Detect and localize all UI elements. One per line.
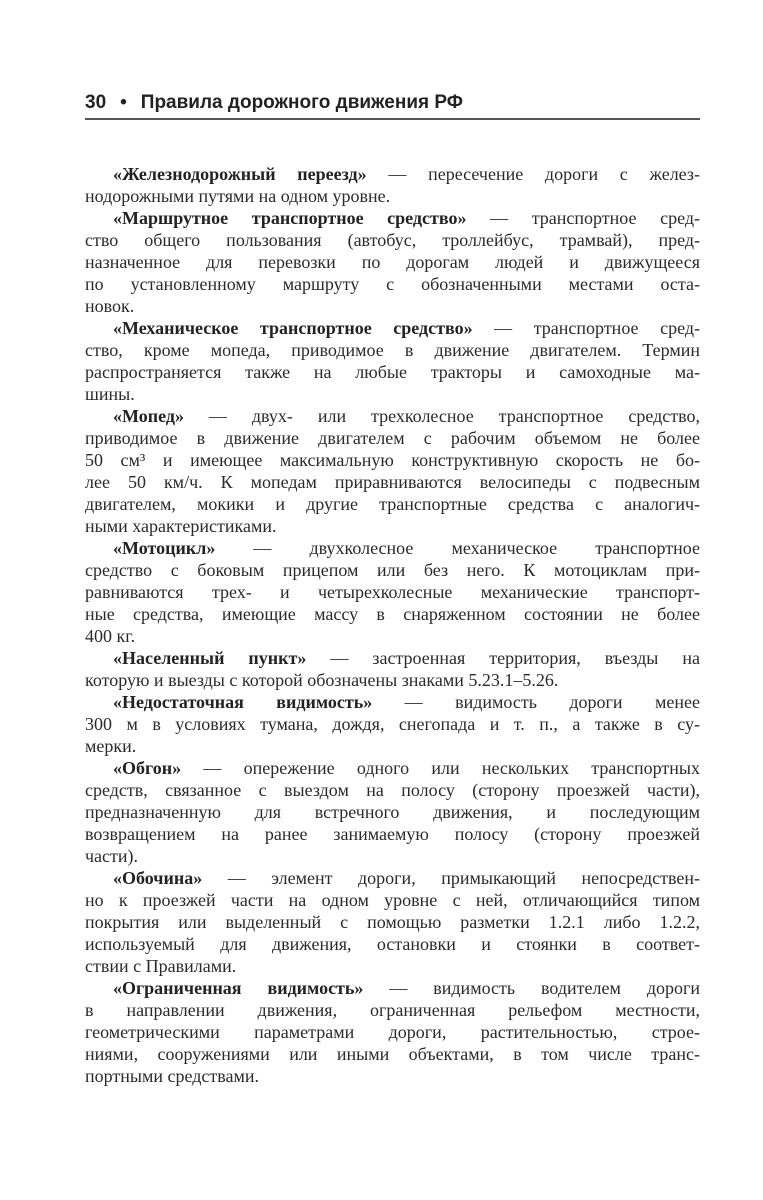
line-text: которую и выезды с которой обозначены знаками 5.23.1–5.26. <box>85 670 559 690</box>
line-text: лее 50 км/ч. К мопедам приравниваются велосипеды с подвесным <box>85 472 700 492</box>
text-line <box>85 603 700 625</box>
definition-paragraph <box>85 537 700 647</box>
line-text: возвращением на ранее занимаемую полосу (сторону проезжей <box>85 824 700 844</box>
text-line <box>85 867 700 889</box>
line-text: ниями, сооружениями или иными объектами, в том числе транс- <box>85 1044 700 1064</box>
line-text: — двух- или трехколесное транспортное средство, <box>183 406 700 426</box>
text-line <box>85 273 700 295</box>
line-text: покрытия или выделенный с помощью разметки 1.2.1 либо 1.2.2, <box>85 912 700 932</box>
line-text: двигателем, мокики и другие транспортные средства с аналогич- <box>85 494 700 514</box>
definition-paragraph <box>85 867 700 977</box>
text-line <box>85 449 700 471</box>
text-line <box>85 999 700 1021</box>
line-text: геометрическими параметрами дороги, растительностью, строе- <box>85 1022 700 1042</box>
defined-term: «Мотоцикл» <box>113 538 216 558</box>
line-text: — видимость дороги менее <box>372 692 700 712</box>
line-text: части). <box>85 846 139 866</box>
line-text: равниваются трех- и четырехколесные механические транспорт- <box>85 582 700 602</box>
definition-paragraph <box>85 405 700 537</box>
text-line <box>85 1043 700 1065</box>
defined-term: «Мопед» <box>113 406 184 426</box>
definition-paragraph <box>85 317 700 405</box>
text-line <box>85 339 700 361</box>
defined-term: «Маршрутное транспортное средство» <box>113 208 467 228</box>
definition-paragraph <box>85 647 700 691</box>
text-line <box>85 515 700 537</box>
line-text: средство с боковым прицепом или без него. К мотоциклам при- <box>85 560 700 580</box>
line-text: ство общего пользования (автобус, троллейбус, трамвай), пред- <box>85 230 700 250</box>
line-text: используемый для движения, остановки и стоянки в соответ- <box>85 934 700 954</box>
text-line <box>85 801 700 823</box>
line-text: предназначенную для встречного движения, и последующим <box>85 802 700 822</box>
line-text: средств, связанное с выездом на полосу (сторону проезжей части), <box>85 780 700 800</box>
text-line <box>85 845 700 867</box>
text-line <box>85 295 700 317</box>
line-text: ство, кроме мопеда, приводимое в движение двигателем. Термин <box>85 340 700 360</box>
line-text: приводимое в движение двигателем с рабочим объемом не более <box>85 428 700 448</box>
text-line <box>85 889 700 911</box>
line-text: 50 см³ и имеющее максимальную конструктивную скорость не бо- <box>85 450 700 470</box>
text-line <box>85 383 700 405</box>
text-line <box>85 163 700 185</box>
text-line <box>85 207 700 229</box>
running-header <box>85 92 700 120</box>
text-line <box>85 559 700 581</box>
line-text: шины. <box>85 384 135 404</box>
line-text: — элемент дороги, примыкающий непосредствен- <box>202 868 700 888</box>
line-text: — транспортное сред- <box>466 208 700 228</box>
line-text: ствии с Правилами. <box>85 956 237 976</box>
line-text: — двухколесное механическое транспортное <box>215 538 700 558</box>
definition-paragraph <box>85 757 700 867</box>
definition-paragraph <box>85 163 700 207</box>
line-text: — транспортное сред- <box>472 318 700 338</box>
text-line <box>85 317 700 339</box>
defined-term: «Недостаточная видимость» <box>113 692 373 712</box>
page-number: 30 <box>85 92 107 113</box>
text-line <box>85 1065 700 1087</box>
text-line <box>85 625 700 647</box>
text-line <box>85 955 700 977</box>
text-line <box>85 581 700 603</box>
line-text: портными средствами. <box>85 1066 260 1086</box>
defined-term: «Механическое транспортное средство» <box>113 318 473 338</box>
line-text: в направлении движения, ограниченная рельефом местности, <box>85 1000 700 1020</box>
line-text: но к проезжей части на одном уровне с ней, отличающийся типом <box>85 890 700 910</box>
line-text: — опережение одного или нескольких транспортных <box>181 758 700 778</box>
definition-paragraph <box>85 691 700 757</box>
line-text: — пересечение дороги с желез- <box>366 164 700 184</box>
line-text: ные средства, имеющие массу в снаряженном состоянии не более <box>85 604 700 624</box>
text-line <box>85 185 700 207</box>
text-line <box>85 361 700 383</box>
text-line <box>85 405 700 427</box>
line-text: по установленному маршруту с обозначенными местами оста- <box>85 274 700 294</box>
text-line <box>85 757 700 779</box>
line-text: — видимость водителем дороги <box>363 978 700 998</box>
text-line <box>85 229 700 251</box>
definition-paragraph <box>85 207 700 317</box>
text-line <box>85 669 700 691</box>
text-line <box>85 823 700 845</box>
defined-term: «Обочина» <box>113 868 203 888</box>
text-line <box>85 647 700 669</box>
text-line <box>85 493 700 515</box>
defined-term: «Населенный пункт» <box>113 648 307 668</box>
text-line <box>85 911 700 933</box>
defined-term: «Обгон» <box>113 758 182 778</box>
line-text: нодорожными путями на одном уровне. <box>85 186 391 206</box>
line-text: распространяется также на любые тракторы и самоходные ма- <box>85 362 700 382</box>
defined-term: «Ограниченная видимость» <box>113 978 364 998</box>
text-line <box>85 977 700 999</box>
line-text: мерки. <box>85 736 137 756</box>
text-line <box>85 779 700 801</box>
defined-term: «Железнодорожный переезд» <box>113 164 367 184</box>
line-text: новок. <box>85 296 135 316</box>
page-body <box>85 163 700 1087</box>
line-text: 300 м в условиях тумана, дождя, снегопада и т. п., а также в су- <box>85 714 700 734</box>
text-line <box>85 537 700 559</box>
text-line <box>85 427 700 449</box>
text-line <box>85 691 700 713</box>
text-line <box>85 735 700 757</box>
definition-paragraph <box>85 977 700 1087</box>
line-text: 400 кг. <box>85 626 136 646</box>
text-line <box>85 1021 700 1043</box>
line-text: ными характеристиками. <box>85 516 277 536</box>
text-line <box>85 933 700 955</box>
text-line <box>85 713 700 735</box>
line-text: назначенное для перевозки по дорогам людей и движущееся <box>85 252 700 272</box>
book-title: Правила дорожного движения РФ <box>140 92 463 113</box>
line-text: — застроенная территория, въезды на <box>306 648 700 668</box>
text-line <box>85 471 700 493</box>
text-line <box>85 251 700 273</box>
header-bullet: • <box>120 92 127 113</box>
